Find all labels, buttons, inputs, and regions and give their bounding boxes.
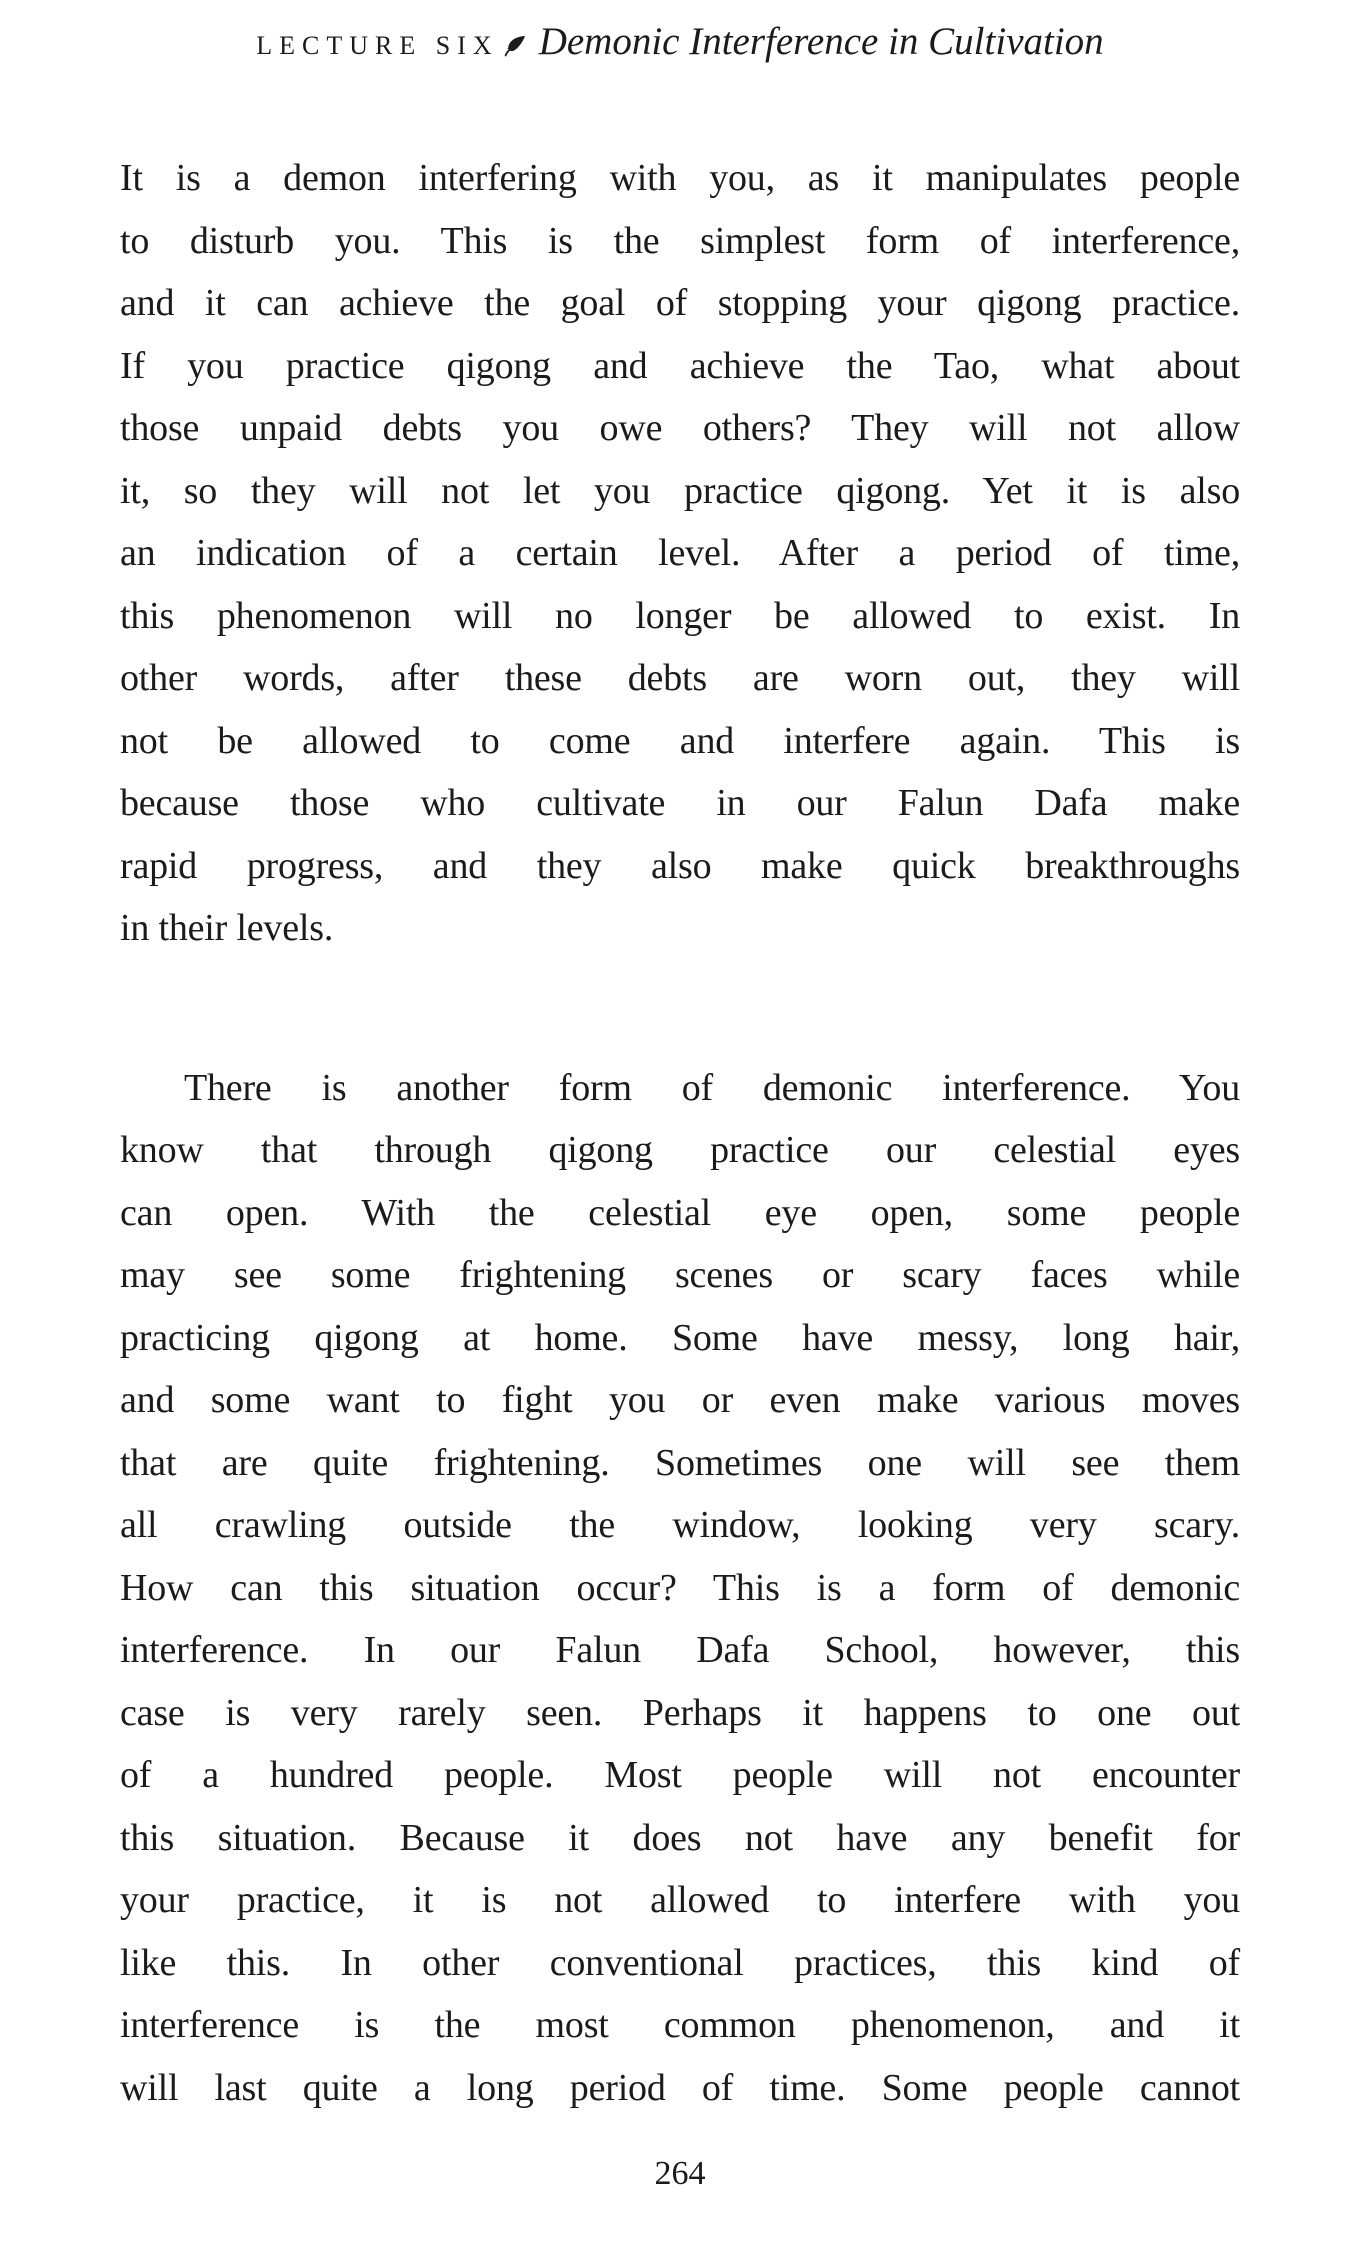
text-line: an indication of a certain level. After a period of time,	[120, 532, 1240, 574]
text-line: know that through qigong practice our celestial eyes	[120, 1129, 1240, 1171]
paragraph-2	[120, 1057, 1240, 2120]
text-line: it, so they will not let you practice qigong. Yet it is also	[120, 469, 1240, 512]
text-line: those unpaid debts you owe others? They will not allow	[120, 407, 1240, 449]
running-header	[0, 18, 1360, 74]
text-line: practicing qigong at home. Some have messy, long hair,	[120, 1316, 1240, 1359]
text-line: How can this situation occur? This is a form of demonic	[120, 1566, 1240, 1609]
text-line: may see some frightening scenes or scary faces while	[120, 1254, 1240, 1296]
text-line: interference is the most common phenomenon, and it	[120, 2004, 1240, 2046]
text-line: your practice, it is not allowed to interfere with you	[120, 1879, 1240, 1921]
text-line: interference. In our Falun Dafa School, however, this	[120, 1629, 1240, 1671]
text-line: to disturb you. This is the simplest form of interference,	[120, 219, 1240, 262]
text-line: because those who cultivate in our Falun Dafa make	[120, 782, 1240, 824]
text-line: all crawling outside the window, looking very scary.	[120, 1504, 1240, 1546]
text-line: this situation. Because it does not have any benefit for	[120, 1816, 1240, 1859]
text-line: There is another form of demonic interference. You	[184, 1066, 1240, 1109]
text-line: It is a demon interfering with you, as it manipulates people	[120, 157, 1240, 199]
text-line: case is very rarely seen. Perhaps it happens to one out	[120, 1691, 1240, 1734]
text-line: of a hundred people. Most people will not encounter	[120, 1754, 1240, 1796]
page-number: 264	[654, 2155, 706, 2192]
text-line: If you practice qigong and achieve the Tao, what about	[120, 344, 1240, 387]
text-line: rapid progress, and they also make quick breakthroughs	[120, 844, 1240, 887]
text-line: can open. With the celestial eye open, some people	[120, 1191, 1240, 1234]
paragraph-1	[120, 147, 1240, 960]
body-text	[120, 147, 1240, 2119]
header-section-label: LECTURE SIX	[256, 31, 499, 60]
text-line: in their levels.	[120, 907, 334, 949]
text-line: that are quite frightening. Sometimes one will see them	[120, 1441, 1240, 1484]
text-line: this phenomenon will no longer be allowed to exist. In	[120, 594, 1240, 637]
text-line: like this. In other conventional practices, this kind of	[120, 1941, 1240, 1984]
text-line: and it can achieve the goal of stopping your qigong practice.	[120, 282, 1240, 324]
header-chapter-title: Demonic Interference in Cultivation	[538, 20, 1104, 63]
text-line: not be allowed to come and interfere again. This is	[120, 719, 1240, 762]
text-line: and some want to fight you or even make various moves	[120, 1379, 1240, 1421]
text-line: other words, after these debts are worn out, they will	[120, 657, 1240, 699]
text-line: will last quite a long period of time. Some people cannot	[120, 2066, 1240, 2109]
fleuron-leaf-icon	[503, 26, 527, 74]
